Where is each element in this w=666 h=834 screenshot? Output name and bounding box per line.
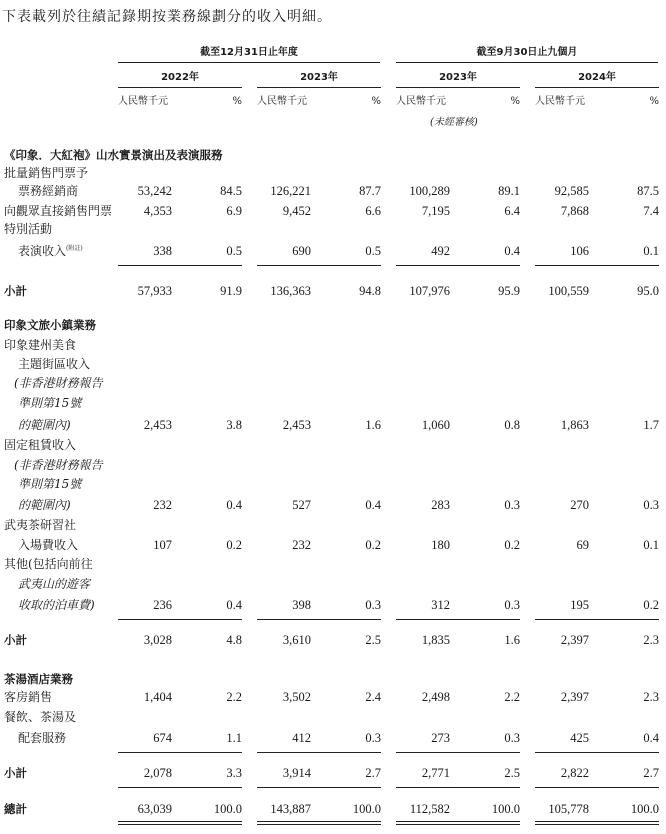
total-rule <box>118 787 242 788</box>
row-label-fixed-rental-note: 的範圍內) <box>18 498 71 512</box>
cell-amount-2023: 126,221 <box>270 184 311 198</box>
header-year-2023: 2023年 <box>300 72 338 83</box>
row-label-food-street-note: 的範圍內) <box>18 418 71 432</box>
total-label: 總計 <box>4 802 27 816</box>
cell-amount-2023: 412 <box>292 731 311 745</box>
cell-pct-2023: 94.8 <box>359 284 381 298</box>
cell-pct-2023-9m: 6.4 <box>504 204 520 218</box>
cell-amount-2022: 107 <box>153 538 172 552</box>
cell-amount-2023-9m: 180 <box>431 538 450 552</box>
header-year-2024-nine-months: 2024年 <box>578 72 616 83</box>
cell-pct-2023-9m: 0.3 <box>504 498 520 512</box>
note-marker: (附註) <box>66 245 83 252</box>
cell-amount-2023-9m: 312 <box>431 598 450 612</box>
unaudited-note: (未經審核) <box>430 117 478 128</box>
unit-rmb-thousand: 人民幣千元 <box>118 96 168 107</box>
cell-pct-2023-9m: 0.8 <box>504 418 520 432</box>
cell-pct-2022: 6.9 <box>226 204 242 218</box>
subtotal-rule <box>257 752 381 753</box>
row-label-food-street-cont: 主題街區收入 <box>18 357 91 371</box>
subtotal-rule <box>396 265 520 266</box>
cell-amount-2024-9m: 1,863 <box>560 418 589 432</box>
cell-pct-2023: 0.5 <box>365 244 381 258</box>
cell-pct-2022: 3.8 <box>226 418 242 432</box>
unit-percent: % <box>232 96 242 107</box>
cell-amount-2023: 136,363 <box>270 284 311 298</box>
cell-amount-2024-9m: 7,868 <box>560 204 589 218</box>
row-label-fixed-rental-note: (非香港財務報告 <box>14 458 103 472</box>
cell-pct-2023-9m: 0.4 <box>504 244 520 258</box>
cell-pct-2024-9m: 2.3 <box>643 633 659 647</box>
cell-amount-2023-9m: 107,976 <box>409 284 450 298</box>
cell-pct-2022: 0.4 <box>226 498 242 512</box>
cell-amount-2023: 143,887 <box>270 802 311 816</box>
cell-amount-2024-9m: 106 <box>570 244 589 258</box>
row-label-direct-ticket: 向觀眾直接銷售門票 <box>4 204 113 218</box>
cell-pct-2023-9m: 2.5 <box>504 766 520 780</box>
cell-amount-2023-9m: 492 <box>431 244 450 258</box>
row-label-food-beverage: 餐飲、茶湯及 <box>4 710 77 724</box>
cell-pct-2024-9m: 2.7 <box>643 766 659 780</box>
cell-pct-2022: 3.3 <box>226 766 242 780</box>
cell-pct-2024-9m: 0.2 <box>643 598 659 612</box>
subtotal-rule <box>257 265 381 266</box>
header-group-year-ended: 截至12月31日止年度 <box>200 47 298 58</box>
cell-amount-2023-9m: 1,060 <box>421 418 450 432</box>
subtotal-rule <box>535 752 659 753</box>
cell-amount-2023-9m: 1,835 <box>421 633 450 647</box>
cell-amount-2023-9m: 100,289 <box>409 184 450 198</box>
cell-pct-2023: 100.0 <box>352 802 381 816</box>
cell-pct-2023-9m: 100.0 <box>491 802 520 816</box>
cell-amount-2022: 53,242 <box>137 184 172 198</box>
header-group2-rule <box>396 62 658 63</box>
cell-amount-2024-9m: 92,585 <box>554 184 589 198</box>
cell-amount-2023-9m: 7,195 <box>421 204 450 218</box>
cell-pct-2023: 0.3 <box>365 598 381 612</box>
header-year-2023-nine-months: 2023年 <box>439 72 477 83</box>
row-label-fixed-rental: 固定租賃收入 <box>4 438 77 452</box>
subtotal-rule <box>118 265 242 266</box>
header-year-rule <box>396 87 520 88</box>
row-label-fixed-rental-note: 準則第15號 <box>18 477 82 491</box>
cell-pct-2024-9m: 7.4 <box>643 204 659 218</box>
cell-amount-2023-9m: 283 <box>431 498 450 512</box>
subtotal-rule <box>118 752 242 753</box>
cell-amount-2024-9m: 2,397 <box>560 633 589 647</box>
cell-pct-2022: 0.4 <box>226 598 242 612</box>
cell-pct-2024-9m: 0.4 <box>643 731 659 745</box>
cell-amount-2023: 9,452 <box>282 204 311 218</box>
subtotal-rule <box>118 619 242 620</box>
cell-pct-2024-9m: 87.5 <box>637 184 659 198</box>
cell-amount-2023-9m: 112,582 <box>409 802 450 816</box>
section-title-hotel: 茶湯酒店業務 <box>4 672 73 686</box>
row-label-others-cont: 收取的泊車費) <box>18 598 95 612</box>
cell-pct-2023: 2.5 <box>365 633 381 647</box>
cell-amount-2023-9m: 2,771 <box>421 766 450 780</box>
section-title-town: 印象文旅小鎮業務 <box>4 318 96 332</box>
cell-amount-2024-9m: 425 <box>570 731 589 745</box>
cell-pct-2022: 91.9 <box>220 284 242 298</box>
unit-percent: % <box>510 96 520 107</box>
unit-rmb-thousand: 人民幣千元 <box>257 96 307 107</box>
cell-amount-2023: 398 <box>292 598 311 612</box>
total-double-rule <box>257 821 381 825</box>
cell-pct-2024-9m: 0.1 <box>643 538 659 552</box>
cell-amount-2022: 232 <box>153 498 172 512</box>
cell-amount-2022: 3,028 <box>143 633 172 647</box>
unit-rmb-thousand: 人民幣千元 <box>535 96 585 107</box>
cell-amount-2024-9m: 100,559 <box>548 284 589 298</box>
header-year-rule <box>118 87 242 88</box>
cell-amount-2023: 690 <box>292 244 311 258</box>
row-label-special-event-cont: 表演收入$^{(附註)}$ <box>18 244 83 258</box>
cell-pct-2023-9m: 0.3 <box>504 731 520 745</box>
row-label-room-sales: 客房銷售 <box>4 690 53 704</box>
cell-pct-2023-9m: 0.3 <box>504 598 520 612</box>
row-label-special-event: 特別活動 <box>4 222 53 236</box>
header-group1-rule <box>118 62 380 63</box>
total-rule <box>257 787 381 788</box>
subtotal-rule <box>535 265 659 266</box>
cell-amount-2024-9m: 69 <box>576 538 589 552</box>
subtotal-rule <box>396 752 520 753</box>
cell-amount-2024-9m: 2,822 <box>560 766 589 780</box>
cell-amount-2023: 3,610 <box>282 633 311 647</box>
cell-pct-2024-9m: 1.7 <box>643 418 659 432</box>
subtotal-rule <box>535 619 659 620</box>
cell-pct-2022: 84.5 <box>220 184 242 198</box>
cell-amount-2022: 4,353 <box>143 204 172 218</box>
cell-amount-2023: 3,914 <box>282 766 311 780</box>
row-label-bulk-ticket: 批量銷售門票予 <box>4 166 89 180</box>
cell-pct-2023-9m: 2.2 <box>504 690 520 704</box>
cell-pct-2023: 1.6 <box>365 418 381 432</box>
cell-amount-2022: 338 <box>153 244 172 258</box>
row-label-others-cont: 武夷山的遊客 <box>18 577 91 591</box>
total-rule <box>396 787 520 788</box>
cell-pct-2023: 0.3 <box>365 731 381 745</box>
cell-amount-2024-9m: 2,397 <box>560 690 589 704</box>
cell-pct-2024-9m: 0.1 <box>643 244 659 258</box>
subtotal-label: 小計 <box>4 633 27 647</box>
section-title-show: 《印象．大紅袍》山水實景演出及表演服務 <box>4 148 223 162</box>
cell-pct-2022: 100.0 <box>213 802 242 816</box>
row-label-others: 其他(包括向前往 <box>4 557 93 571</box>
cell-pct-2023-9m: 95.9 <box>498 284 520 298</box>
cell-pct-2022: 0.2 <box>226 538 242 552</box>
cell-amount-2023: 527 <box>292 498 311 512</box>
cell-amount-2024-9m: 195 <box>570 598 589 612</box>
cell-pct-2023: 2.7 <box>365 766 381 780</box>
cell-pct-2023: 2.4 <box>365 690 381 704</box>
row-label-bulk-ticket-cont: 票務經銷商 <box>18 184 79 198</box>
cell-amount-2023-9m: 273 <box>431 731 450 745</box>
cell-pct-2022: 2.2 <box>226 690 242 704</box>
header-year-rule <box>257 87 381 88</box>
cell-pct-2024-9m: 100.0 <box>630 802 659 816</box>
cell-pct-2024-9m: 2.3 <box>643 690 659 704</box>
cell-amount-2023: 232 <box>292 538 311 552</box>
total-rule <box>535 787 659 788</box>
cell-pct-2024-9m: 0.3 <box>643 498 659 512</box>
cell-amount-2024-9m: 270 <box>570 498 589 512</box>
cell-pct-2022: 0.5 <box>226 244 242 258</box>
subtotal-rule <box>257 619 381 620</box>
subtotal-label: 小計 <box>4 284 27 298</box>
total-double-rule <box>118 821 242 825</box>
total-double-rule <box>396 821 520 825</box>
cell-amount-2023: 2,453 <box>282 418 311 432</box>
row-label-tea-club-cont: 入場費收入 <box>18 538 79 552</box>
cell-pct-2023-9m: 1.6 <box>504 633 520 647</box>
cell-amount-2022: 2,453 <box>143 418 172 432</box>
intro-text: 下表載列於往績記錄期按業務線劃分的收入明細。 <box>2 9 332 25</box>
total-double-rule <box>535 821 659 825</box>
cell-pct-2023: 0.4 <box>365 498 381 512</box>
row-label-food-street: 印象建州美食 <box>4 338 77 352</box>
cell-pct-2023-9m: 0.2 <box>504 538 520 552</box>
cell-pct-2024-9m: 95.0 <box>637 284 659 298</box>
subtotal-label: 小計 <box>4 766 27 780</box>
cell-amount-2023-9m: 2,498 <box>421 690 450 704</box>
cell-amount-2022: 674 <box>153 731 172 745</box>
unit-percent: % <box>649 96 659 107</box>
header-group-nine-months: 截至9月30日止九個月 <box>476 47 578 58</box>
header-year-2022: 2022年 <box>161 72 199 83</box>
cell-amount-2024-9m: 105,778 <box>548 802 589 816</box>
cell-amount-2022: 236 <box>153 598 172 612</box>
cell-amount-2022: 57,933 <box>137 284 172 298</box>
row-label-food-street-note: 準則第15號 <box>18 396 82 410</box>
cell-amount-2022: 63,039 <box>137 802 172 816</box>
cell-amount-2022: 1,404 <box>143 690 172 704</box>
header-year-rule <box>535 87 659 88</box>
unit-rmb-thousand: 人民幣千元 <box>396 96 446 107</box>
cell-pct-2023: 0.2 <box>365 538 381 552</box>
cell-amount-2022: 2,078 <box>143 766 172 780</box>
unit-percent: % <box>371 96 381 107</box>
cell-pct-2023: 87.7 <box>359 184 381 198</box>
cell-pct-2022: 4.8 <box>226 633 242 647</box>
cell-pct-2023: 6.6 <box>365 204 381 218</box>
cell-pct-2022: 1.1 <box>226 731 242 745</box>
row-label-tea-club: 武夷茶研習社 <box>4 518 77 532</box>
row-label-food-beverage-cont: 配套服務 <box>18 731 67 745</box>
row-label-food-street-note: (非香港財務報告 <box>14 376 103 390</box>
cell-pct-2023-9m: 89.1 <box>498 184 520 198</box>
cell-amount-2023: 3,502 <box>282 690 311 704</box>
subtotal-rule <box>396 619 520 620</box>
